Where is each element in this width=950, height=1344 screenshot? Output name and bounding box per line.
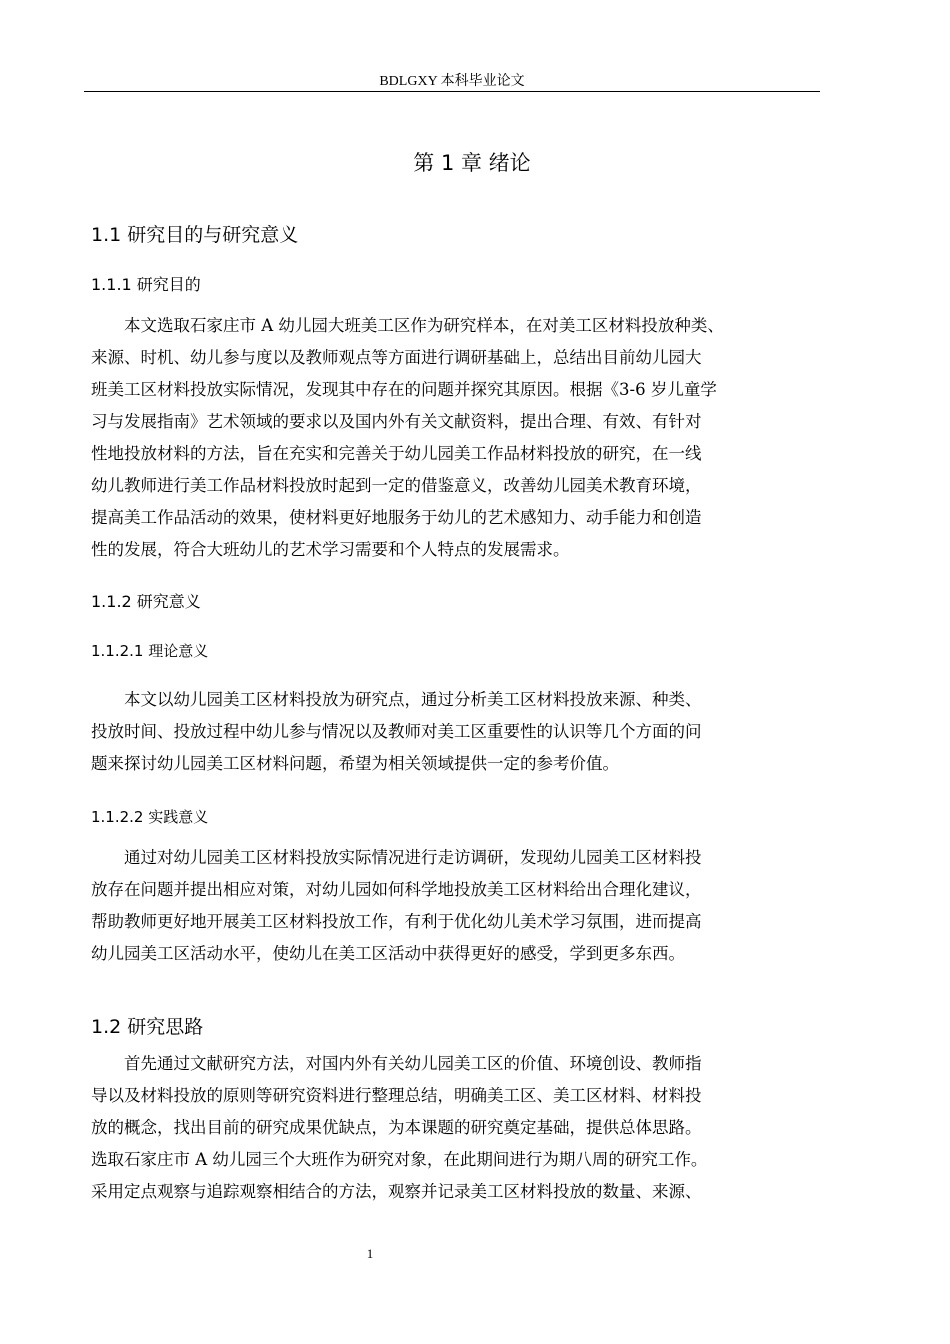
- chapter-title: 第 1 章 绪论: [413, 151, 531, 175]
- paragraph-theoretical-significance: [91, 684, 831, 780]
- text-line: 导以及材料投放的原则等研究资料进行整理总结，明确美工区、美工区材料、材料投: [91, 1086, 702, 1105]
- text-line: 本文选取石家庄市 A 幼儿园大班美工区作为研究样本，在对美工区材料投放种类、: [91, 316, 724, 335]
- text-line: 班美工区材料投放实际情况，发现其中存在的问题并探究其原因。根据《3-6 岁儿童学: [91, 380, 717, 399]
- text-line: 放的概念，找出目前的研究成果优缺点，为本课题的研究奠定基础，提供总体思路。: [91, 1118, 702, 1137]
- page-number: 1: [366, 1246, 374, 1261]
- header-divider: [84, 91, 820, 92]
- paragraph-practical-significance: [91, 842, 831, 970]
- text-line: 本文以幼儿园美工区材料投放为研究点，通过分析美工区材料投放来源、种类、: [91, 690, 702, 709]
- text-line: 性地投放材料的方法，旨在充实和完善关于幼儿园美工作品材料投放的研究，在一线: [91, 444, 702, 463]
- section-heading-1-1-2-2: 1.1.2.2 实践意义: [91, 808, 209, 826]
- text-line: 来源、时机、幼儿参与度以及教师观点等方面进行调研基础上，总结出目前幼儿园大: [91, 348, 702, 367]
- text-line: 通过对幼儿园美工区材料投放实际情况进行走访调研，发现幼儿园美工区材料投: [91, 848, 702, 867]
- section-heading-1-2: 1.2 研究思路: [91, 1016, 204, 1038]
- text-line: 投放时间、投放过程中幼儿参与情况以及教师对美工区重要性的认识等几个方面的问: [91, 722, 702, 741]
- text-line: 采用定点观察与追踪观察相结合的方法，观察并记录美工区材料投放的数量、来源、: [91, 1182, 702, 1201]
- text-line: 幼儿教师进行美工作品材料投放时起到一定的借鉴意义，改善幼儿园美术教育环境，: [91, 476, 702, 495]
- text-line: 提高美工作品活动的效果，使材料更好地服务于幼儿的艺术感知力、动手能力和创造: [91, 508, 702, 527]
- text-line: 性的发展，符合大班幼儿的艺术学习需要和个人特点的发展需求。: [91, 540, 570, 559]
- section-heading-1-1-2: 1.1.2 研究意义: [91, 592, 201, 611]
- text-line: 习与发展指南》艺术领域的要求以及国内外有关文献资料，提出合理、有效、有针对: [91, 412, 702, 431]
- paragraph-research-purpose: [91, 310, 831, 566]
- header-title: BDLGXY 本科毕业论文: [379, 74, 525, 89]
- text-line: 帮助教师更好地开展美工区材料投放工作，有利于优化幼儿美术学习氛围，进而提高: [91, 912, 702, 931]
- text-line: 首先通过文献研究方法，对国内外有关幼儿园美工区的价值、环境创设、教师指: [91, 1054, 702, 1073]
- text-line: 题来探讨幼儿园美工区材料问题，希望为相关领域提供一定的参考价值。: [91, 754, 619, 773]
- paragraph-research-approach: [91, 1048, 831, 1208]
- text-line: 选取石家庄市 A 幼儿园三个大班作为研究对象，在此期间进行为期八周的研究工作。: [91, 1150, 708, 1169]
- text-line: 放存在问题并提出相应对策，对幼儿园如何科学地投放美工区材料给出合理化建议，: [91, 880, 702, 899]
- text-line: 幼儿园美工区活动水平，使幼儿在美工区活动中获得更好的感受，学到更多东西。: [91, 944, 685, 963]
- section-heading-1-1: 1.1 研究目的与研究意义: [91, 224, 299, 246]
- section-heading-1-1-2-1: 1.1.2.1 理论意义: [91, 642, 209, 660]
- section-heading-1-1-1: 1.1.1 研究目的: [91, 275, 201, 294]
